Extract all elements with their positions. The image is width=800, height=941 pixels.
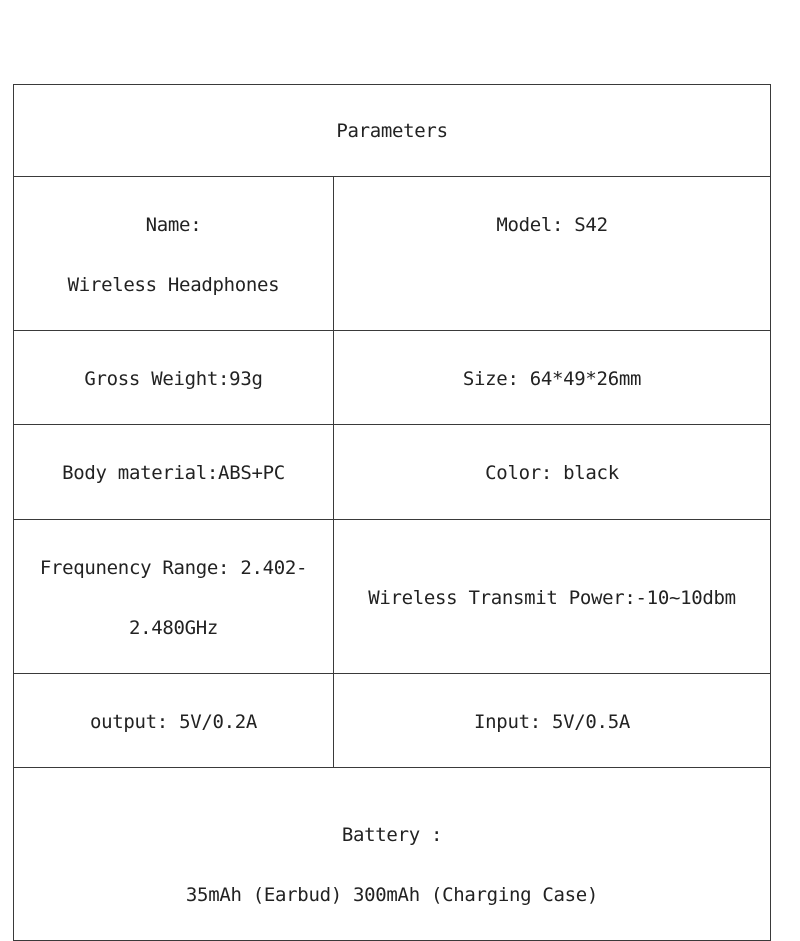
input-cell bbox=[334, 674, 771, 768]
table-row bbox=[14, 177, 771, 331]
battery-row bbox=[14, 768, 771, 941]
weight-cell bbox=[14, 331, 334, 425]
color-text: Color: black bbox=[485, 462, 619, 484]
material-text: Body material:ABS+PC bbox=[62, 462, 285, 484]
title-row bbox=[14, 85, 771, 177]
parameters-table bbox=[13, 84, 771, 941]
table-row bbox=[14, 331, 771, 425]
size-cell bbox=[334, 331, 771, 425]
table-row bbox=[14, 674, 771, 768]
name-label: Name: bbox=[145, 214, 202, 236]
weight-text: Gross Weight:93g bbox=[84, 368, 263, 390]
size-text: Size: 64*49*26mm bbox=[462, 368, 642, 390]
frequency-cell bbox=[14, 520, 334, 674]
name-cell bbox=[14, 177, 334, 331]
output-text: output: 5V/0.2A bbox=[89, 711, 258, 733]
model-text: Model: S42 bbox=[496, 214, 608, 236]
table-row bbox=[14, 520, 771, 674]
frequency-line2: 2.480GHz bbox=[128, 617, 219, 639]
transmit-power-cell bbox=[334, 520, 771, 674]
output-cell bbox=[14, 674, 334, 768]
material-cell bbox=[14, 425, 334, 520]
table-title-text: Parameters bbox=[336, 120, 448, 142]
model-cell bbox=[334, 177, 771, 331]
battery-label: Battery : bbox=[341, 824, 443, 846]
input-text: Input: 5V/0.5A bbox=[474, 711, 630, 733]
table-title bbox=[14, 85, 771, 177]
name-value: Wireless Headphones bbox=[67, 274, 280, 296]
color-cell bbox=[334, 425, 771, 520]
battery-cell bbox=[14, 768, 771, 941]
transmit-power-text: Wireless Transmit Power:-10~10dbm bbox=[368, 587, 736, 609]
battery-value: 35mAh (Earbud) 300mAh (Charging Case) bbox=[185, 884, 599, 906]
frequency-line1: Frequnency Range: 2.402- bbox=[39, 557, 308, 579]
table-row bbox=[14, 425, 771, 520]
